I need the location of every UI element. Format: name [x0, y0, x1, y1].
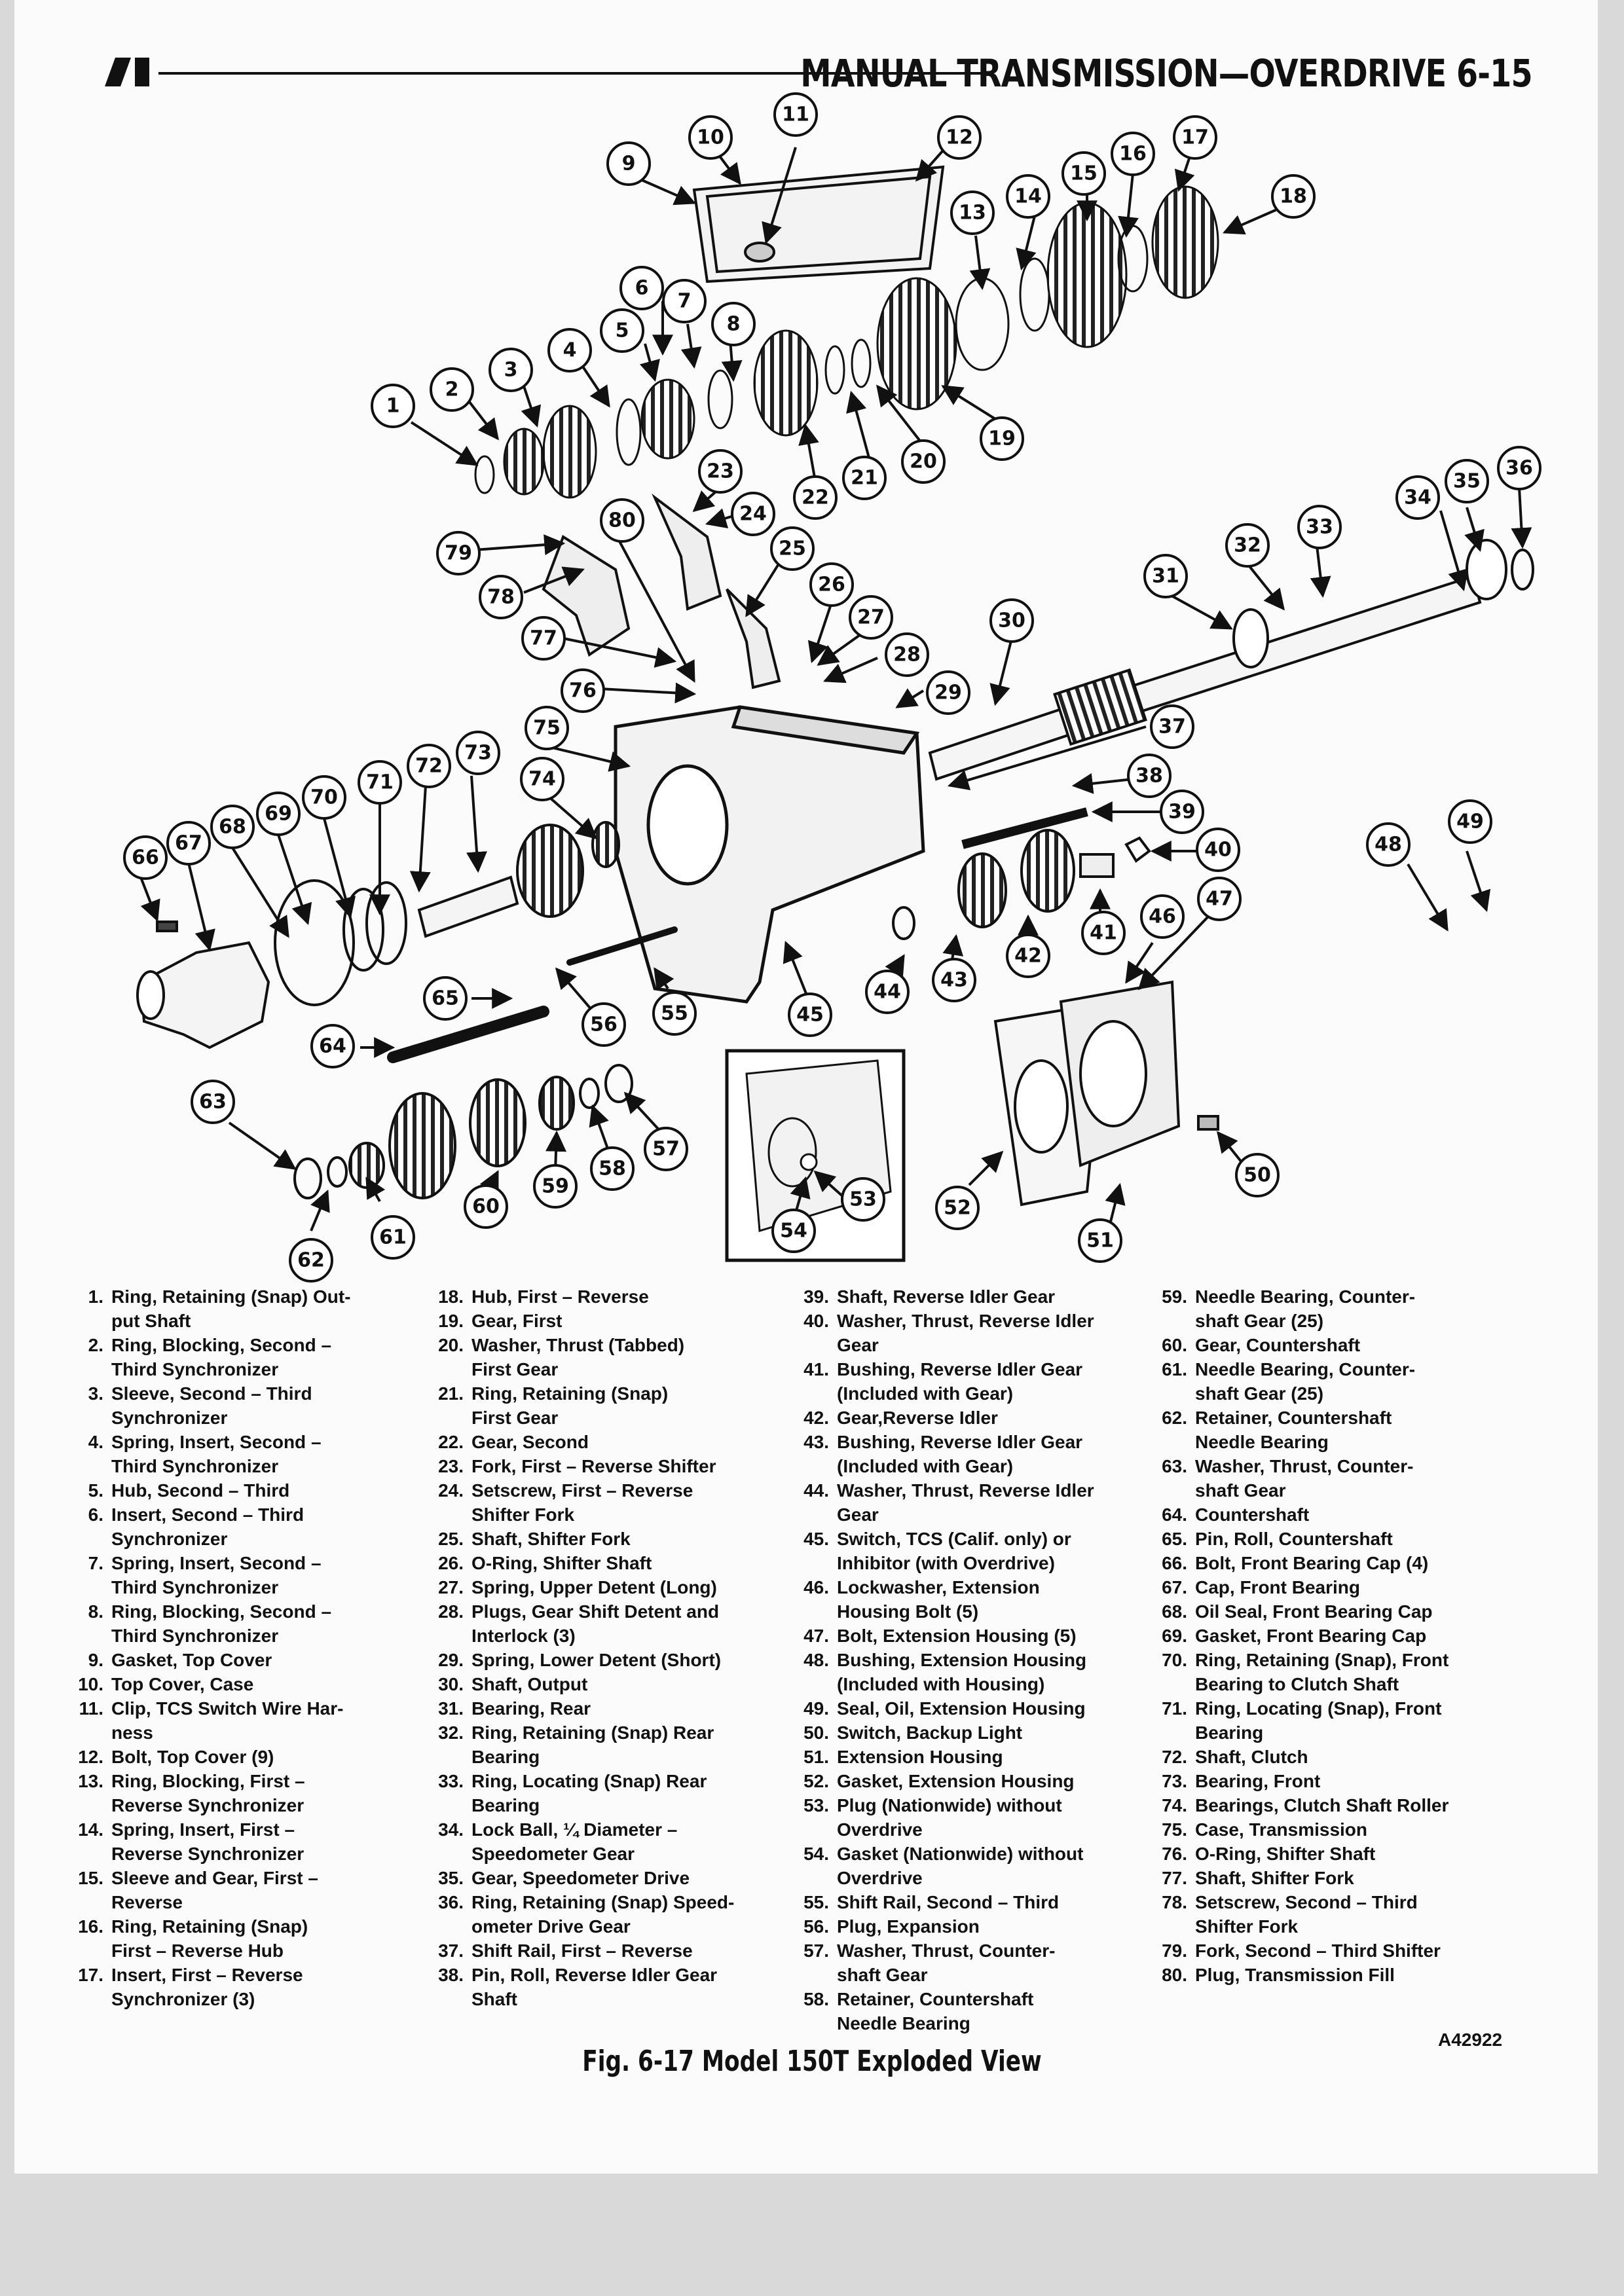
legend-item: 45. Switch, TCS (Calif. only) or Inhibitor (with Overdrive): [803, 1529, 1071, 1573]
callout-15: 15: [1070, 162, 1098, 185]
legend-item: 68. Oil Seal, Front Bearing Cap: [1162, 1601, 1433, 1622]
legend-item: 6. Insert, Second – Third Synchronizer: [88, 1504, 304, 1549]
callout-78: 78: [487, 585, 515, 609]
callout-30: 30: [998, 609, 1025, 632]
legend-item: 5. Hub, Second – Third: [88, 1480, 290, 1501]
legend-item: 50. Switch, Backup Light: [803, 1722, 1023, 1743]
callout-4: 4: [563, 338, 577, 362]
callout-68: 68: [219, 815, 246, 839]
legend-item: 30. Shaft, Output: [438, 1674, 588, 1694]
legend-item: 56. Plug, Expansion: [803, 1916, 980, 1937]
callout-63: 63: [199, 1090, 227, 1114]
legend-column-4: [1149, 1285, 1555, 1987]
callout-21: 21: [851, 466, 878, 490]
legend-column-1: [65, 1285, 419, 2011]
top-cover-drawing: [694, 167, 943, 282]
callout-32: 32: [1234, 534, 1261, 557]
figure-code: A42922: [1438, 2030, 1503, 2050]
callout-75: 75: [533, 716, 561, 740]
callout-10: 10: [697, 126, 724, 149]
legend-item: 24. Setscrew, First – Reverse Shifter Fork: [438, 1480, 693, 1525]
legend-item: 12. Bolt, Top Cover (9): [78, 1747, 274, 1767]
legend-item: 10. Top Cover, Case: [78, 1674, 254, 1694]
legend-item: 66. Bolt, Front Bearing Cap (4): [1162, 1553, 1429, 1573]
legend-item: 33. Ring, Locating (Snap) Rear Bearing: [438, 1771, 707, 1815]
legend-item: 21. Ring, Retaining (Snap) First Gear: [438, 1383, 669, 1428]
callout-62: 62: [297, 1248, 325, 1272]
callout-56: 56: [590, 1013, 618, 1036]
legend-item: 77. Shaft, Shifter Fork: [1162, 1868, 1354, 1888]
legend-item: 23. Fork, First – Reverse Shifter: [438, 1456, 716, 1476]
legend-item: 3. Sleeve, Second – Third Synchronizer: [88, 1383, 312, 1428]
legend-item: 18. Hub, First – Reverse: [438, 1286, 649, 1307]
legend-item: 1. Ring, Retaining (Snap) Out- put Shaft: [88, 1286, 351, 1331]
callout-61: 61: [379, 1226, 407, 1249]
callout-40: 40: [1204, 838, 1232, 862]
legend-item: 46. Lockwasher, Extension Housing Bolt (5): [803, 1577, 1040, 1622]
parts-legend: [0, 1285, 1624, 2050]
legend-item: 39. Shaft, Reverse Idler Gear: [803, 1286, 1056, 1307]
legend-item: 57. Washer, Thrust, Counter- shaft Gear: [803, 1941, 1056, 1985]
callout-35: 35: [1453, 469, 1481, 493]
callout-6: 6: [635, 276, 649, 300]
callout-49: 49: [1456, 810, 1484, 833]
callout-37: 37: [1158, 715, 1186, 738]
callout-67: 67: [175, 831, 202, 855]
legend-item: 58. Retainer, Countershaft Needle Bearing: [803, 1989, 1034, 2033]
callout-17: 17: [1181, 126, 1209, 149]
legend-item: 47. Bolt, Extension Housing (5): [803, 1626, 1077, 1646]
legend-item: 40. Washer, Thrust, Reverse Idler Gear: [803, 1311, 1094, 1355]
callout-53: 53: [849, 1188, 877, 1211]
callout-45: 45: [796, 1003, 824, 1027]
callout-5: 5: [615, 319, 629, 342]
legend-column-2: [426, 1285, 799, 2011]
legend-item: 72. Shaft, Clutch: [1162, 1747, 1308, 1767]
callout-23: 23: [707, 460, 734, 483]
callout-29: 29: [934, 681, 962, 704]
callout-26: 26: [818, 573, 845, 596]
legend-item: 4. Spring, Insert, Second – Third Synchronizer: [88, 1432, 322, 1476]
legend-item: 69. Gasket, Front Bearing Cap: [1162, 1626, 1427, 1646]
callout-34: 34: [1404, 486, 1431, 509]
callout-12: 12: [946, 126, 973, 149]
legend-item: 54. Gasket (Nationwide) without Overdrive: [803, 1844, 1084, 1888]
legend-item: 61. Needle Bearing, Counter- shaft Gear (25): [1162, 1359, 1416, 1404]
legend-item: 73. Bearing, Front: [1162, 1771, 1321, 1791]
legend-item: 74. Bearings, Clutch Shaft Roller: [1162, 1795, 1449, 1815]
callout-48: 48: [1375, 833, 1402, 856]
legend-item: 25. Shaft, Shifter Fork: [438, 1529, 631, 1549]
callout-24: 24: [739, 502, 767, 526]
callout-51: 51: [1086, 1229, 1114, 1252]
callout-43: 43: [940, 968, 968, 992]
legend-item: 49. Seal, Oil, Extension Housing: [803, 1698, 1086, 1719]
callout-1: 1: [386, 394, 400, 418]
legend-item: 34. Lock Ball, ¼ Diameter – Speedometer Gear: [438, 1819, 678, 1864]
legend-item: 51. Extension Housing: [803, 1747, 1003, 1767]
transmission-case-drawing: [616, 707, 923, 1002]
callout-14: 14: [1014, 185, 1042, 208]
callout-74: 74: [528, 767, 556, 791]
legend-item: 59. Needle Bearing, Counter- shaft Gear (25): [1162, 1286, 1416, 1331]
callout-44: 44: [874, 980, 901, 1004]
callout-65: 65: [432, 987, 459, 1010]
callout-27: 27: [857, 606, 885, 629]
callout-9: 9: [621, 152, 636, 175]
callout-13: 13: [959, 201, 986, 225]
legend-item: 53. Plug (Nationwide) without Overdrive: [803, 1795, 1062, 1840]
callout-36: 36: [1505, 456, 1533, 480]
legend-item: 41. Bushing, Reverse Idler Gear (Included with Gear): [803, 1359, 1083, 1404]
legend-item: 14. Spring, Insert, First – Reverse Synchronizer: [78, 1819, 304, 1864]
legend-item: 2. Ring, Blocking, Second – Third Synchronizer: [88, 1335, 332, 1379]
callout-72: 72: [415, 754, 443, 778]
legend-item: 55. Shift Rail, Second – Third: [803, 1892, 1060, 1912]
callout-18: 18: [1280, 185, 1307, 208]
legend-item: 64. Countershaft: [1162, 1504, 1310, 1525]
callout-50: 50: [1244, 1163, 1271, 1187]
callout-46: 46: [1149, 905, 1176, 928]
legend-item: 7. Spring, Insert, Second – Third Synchronizer: [88, 1553, 322, 1597]
callout-76: 76: [569, 679, 597, 702]
callout-66: 66: [132, 846, 159, 869]
legend-item: 15. Sleeve and Gear, First – Reverse: [78, 1868, 318, 1912]
legend-item: 20. Washer, Thrust (Tabbed) First Gear: [438, 1335, 685, 1379]
callout-22: 22: [802, 486, 829, 509]
legend-item: 28. Plugs, Gear Shift Detent and Interlock (3): [438, 1601, 720, 1646]
callout-2: 2: [445, 378, 459, 401]
legend-item: 29. Spring, Lower Detent (Short): [438, 1650, 722, 1670]
legend-item: 38. Pin, Roll, Reverse Idler Gear Shaft: [438, 1965, 718, 2009]
output-shaft-drawing: [930, 540, 1533, 779]
callout-39: 39: [1168, 800, 1196, 824]
callout-77: 77: [530, 627, 557, 650]
callout-64: 64: [319, 1034, 346, 1058]
legend-item: 35. Gear, Speedometer Drive: [438, 1868, 690, 1888]
legend-item: 27. Spring, Upper Detent (Long): [438, 1577, 717, 1597]
callout-58: 58: [599, 1157, 626, 1180]
callout-20: 20: [910, 450, 937, 473]
legend-item: 62. Retainer, Countershaft Needle Bearing: [1162, 1408, 1392, 1452]
figure-caption: Fig. 6-17 Model 150T Exploded View: [582, 2045, 1042, 2078]
callout-3: 3: [504, 358, 518, 382]
callout-73: 73: [464, 741, 492, 765]
legend-item: 11. Clip, TCS Switch Wire Har- ness: [79, 1698, 344, 1743]
legend-item: 37. Shift Rail, First – Reverse: [438, 1941, 693, 1961]
legend-item: 43. Bushing, Reverse Idler Gear (Included with Gear): [803, 1432, 1083, 1476]
callout-33: 33: [1306, 515, 1333, 539]
legend-item: 80. Plug, Transmission Fill: [1162, 1965, 1395, 1985]
legend-item: 75. Case, Transmission: [1162, 1819, 1368, 1840]
callout-57: 57: [652, 1137, 680, 1161]
legend-item: 67. Cap, Front Bearing: [1162, 1577, 1361, 1597]
legend-item: 42. Gear,Reverse Idler: [803, 1408, 998, 1428]
callout-8: 8: [726, 312, 741, 336]
legend-item: 65. Pin, Roll, Countershaft: [1162, 1529, 1393, 1549]
legend-item: 8. Ring, Blocking, Second – Third Synchronizer: [88, 1601, 332, 1646]
legend-item: 44. Washer, Thrust, Reverse Idler Gear: [803, 1480, 1094, 1525]
legend-item: 13. Ring, Blocking, First – Reverse Synchronizer: [78, 1771, 305, 1815]
legend-item: 32. Ring, Retaining (Snap) Rear Bearing: [438, 1722, 714, 1767]
callout-47: 47: [1206, 887, 1233, 911]
extension-housing-drawing: [995, 982, 1218, 1205]
callout-19: 19: [988, 427, 1016, 450]
legend-item: 19. Gear, First: [438, 1311, 563, 1331]
callout-59: 59: [542, 1175, 569, 1198]
legend-item: 52. Gasket, Extension Housing: [803, 1771, 1075, 1791]
legend-item: 60. Gear, Countershaft: [1162, 1335, 1361, 1355]
callout-7: 7: [677, 289, 692, 313]
legend-item: 63. Washer, Thrust, Counter- shaft Gear: [1162, 1456, 1414, 1501]
callout-25: 25: [779, 537, 806, 560]
callout-54: 54: [780, 1219, 807, 1243]
legend-item: 22. Gear, Second: [438, 1432, 589, 1452]
legend-column-3: [791, 1285, 1177, 2035]
callout-31: 31: [1152, 564, 1179, 588]
legend-item: 36. Ring, Retaining (Snap) Speed- ometer Drive Gear: [438, 1892, 735, 1937]
legend-item: 31. Bearing, Rear: [438, 1698, 591, 1719]
callout-38: 38: [1135, 764, 1163, 788]
callout-42: 42: [1014, 944, 1042, 968]
callout-11: 11: [782, 103, 809, 126]
legend-item: 70. Ring, Retaining (Snap), Front Bearing to Clutch Shaft: [1162, 1650, 1449, 1694]
callout-79: 79: [445, 541, 472, 565]
callout-41: 41: [1090, 921, 1117, 945]
legend-item: 71. Ring, Locating (Snap), Front Bearing: [1162, 1698, 1442, 1743]
callout-70: 70: [310, 786, 338, 809]
legend-item: 48. Bushing, Extension Housing (Included with Housing): [803, 1650, 1087, 1694]
legend-item: 78. Setscrew, Second – Third Shifter Fork: [1162, 1892, 1418, 1937]
callout-80: 80: [608, 509, 636, 532]
legend-item: 79. Fork, Second – Third Shifter: [1162, 1941, 1441, 1961]
callout-69: 69: [265, 802, 292, 826]
legend-item: 17. Insert, First – Reverse Synchronizer (3): [78, 1965, 303, 2009]
callout-52: 52: [944, 1196, 971, 1220]
legend-item: 26. O-Ring, Shifter Shaft: [438, 1553, 652, 1573]
callout-60: 60: [472, 1195, 500, 1218]
callout-16: 16: [1119, 142, 1147, 166]
legend-item: 16. Ring, Retaining (Snap) First – Reverse Hub: [78, 1916, 308, 1961]
callout-28: 28: [893, 643, 921, 666]
callout-55: 55: [661, 1002, 688, 1025]
page-title: MANUAL TRANSMISSION—OVERDRIVE 6-15: [800, 51, 1532, 96]
legend-item: 76. O-Ring, Shifter Shaft: [1162, 1844, 1376, 1864]
callout-71: 71: [366, 771, 394, 794]
legend-item: 9. Gasket, Top Cover: [88, 1650, 272, 1670]
